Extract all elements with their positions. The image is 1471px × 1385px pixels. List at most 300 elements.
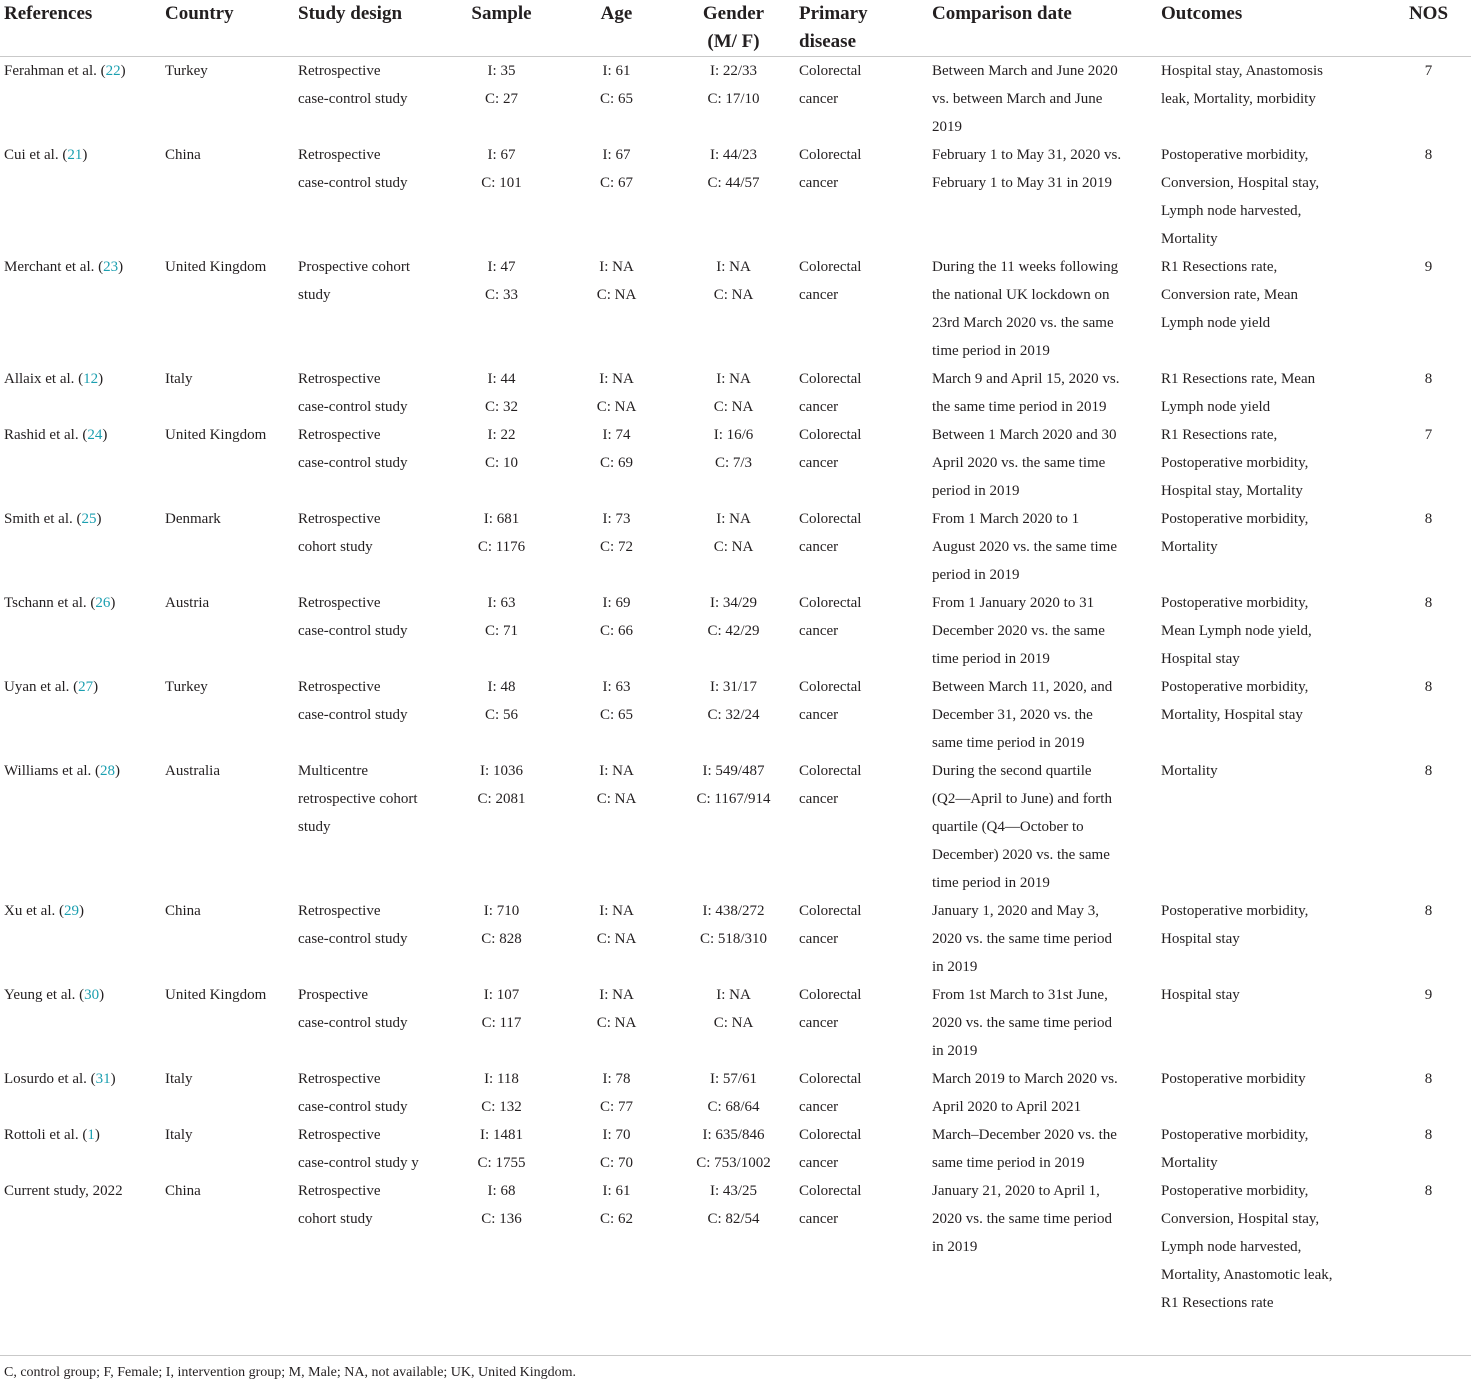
cell-primary-disease-line: Colorectal <box>799 1071 862 1087</box>
cell-outcomes-line: Postoperative morbidity, <box>1161 1127 1309 1143</box>
reference-author: Losurdo et al. ( <box>4 1071 96 1087</box>
cell-study-design-line: case-control study <box>298 455 408 471</box>
cell-sample-line: C: 828 <box>481 931 522 947</box>
cell-age-line: I: NA <box>599 259 634 275</box>
cell-comparison-date-line: same time period in 2019 <box>932 1155 1085 1171</box>
cell-age-line: I: NA <box>599 987 634 1003</box>
cell-outcomes-line: Mortality <box>1161 763 1218 779</box>
table-row <box>0 981 1471 1065</box>
cell-sample-line: I: 710 <box>483 903 520 919</box>
cell-study-design <box>298 421 438 505</box>
cell-nos <box>1386 253 1471 365</box>
cell-country-value: Italy <box>165 371 193 387</box>
reference-paren: ) <box>110 595 116 611</box>
cell-reference <box>0 673 165 757</box>
cell-nos-value: 9 <box>1424 259 1433 275</box>
cell-outcomes <box>1161 57 1386 142</box>
cell-reference <box>0 1177 165 1317</box>
cell-primary-disease-line: Colorectal <box>799 679 862 695</box>
table-row <box>0 365 1471 421</box>
reference-author: Tschann et al. ( <box>4 595 96 611</box>
cell-sample-line: I: 118 <box>484 1071 519 1087</box>
cell-gender-line: C: 44/57 <box>707 175 760 191</box>
reference-paren: ) <box>93 679 99 695</box>
cell-country <box>165 897 298 981</box>
cell-nos-value: 7 <box>1424 63 1433 79</box>
cell-primary-disease <box>799 757 932 897</box>
cell-comparison-date-line: (Q2—April to June) and forth <box>932 791 1112 807</box>
cell-study-design-line: case-control study <box>298 175 408 191</box>
cell-sample-line: C: 33 <box>485 287 518 303</box>
cell-age-line: C: 69 <box>600 455 633 471</box>
cell-gender-line: C: 17/10 <box>707 91 760 107</box>
cell-comparison-date-line: time period in 2019 <box>932 343 1050 359</box>
reference-paren: ) <box>110 1071 116 1087</box>
cell-comparison-date-line: During the 11 weeks following <box>932 259 1119 275</box>
footer-divider <box>0 1355 1471 1356</box>
cell-study-design-line: Retrospective <box>298 679 381 695</box>
cell-sample-line: C: 2081 <box>477 791 526 807</box>
cell-primary-disease-line: cancer <box>799 91 839 107</box>
cell-primary-disease-line: Colorectal <box>799 763 862 779</box>
cell-outcomes-line: Hospital stay, Anastomosis <box>1161 63 1323 79</box>
cell-comparison-date-line: 23rd March 2020 vs. the same <box>932 315 1114 331</box>
reference-link[interactable]: 29 <box>63 903 79 919</box>
cell-comparison-date-line: in 2019 <box>932 1239 978 1255</box>
cell-study-design-line: Retrospective <box>298 427 381 443</box>
cell-outcomes-line: Postoperative morbidity, <box>1161 511 1309 527</box>
cell-sample <box>438 673 565 757</box>
reference-paren: ) <box>99 987 105 1003</box>
cell-age <box>565 141 668 253</box>
cell-comparison-date-line: February 1 to May 31, 2020 vs. <box>932 147 1122 163</box>
cell-comparison-date-line: March–December 2020 vs. the <box>932 1127 1117 1143</box>
cell-country-value: Austria <box>165 595 210 611</box>
cell-age-line: C: 72 <box>600 539 633 555</box>
cell-study-design-line: case-control study y <box>298 1155 419 1171</box>
cell-country-value: Australia <box>165 763 220 779</box>
cell-sample <box>438 757 565 897</box>
header-age: Age <box>600 3 633 24</box>
cell-nos <box>1386 897 1471 981</box>
cell-study-design <box>298 505 438 589</box>
cell-study-design-line: Retrospective <box>298 595 381 611</box>
cell-sample-line: C: 117 <box>481 1015 522 1031</box>
reference-paren: ) <box>98 371 104 387</box>
reference-link[interactable]: 12 <box>83 371 99 387</box>
reference-link[interactable]: 22 <box>105 63 121 79</box>
cell-nos-value: 9 <box>1424 987 1433 1003</box>
table-row <box>0 757 1471 897</box>
cell-nos <box>1386 421 1471 505</box>
cell-comparison-date-line: Between March 11, 2020, and <box>932 679 1113 695</box>
cell-primary-disease-line: Colorectal <box>799 427 862 443</box>
cell-reference <box>0 57 165 142</box>
cell-study-design-line: cohort study <box>298 539 373 555</box>
cell-age <box>565 1121 668 1177</box>
cell-age-line: I: 78 <box>602 1071 631 1087</box>
cell-sample-line: C: 1755 <box>477 1155 526 1171</box>
cell-comparison-date-line: in 2019 <box>932 959 978 975</box>
cell-sample <box>438 1121 565 1177</box>
reference-link[interactable]: 25 <box>81 511 97 527</box>
cell-outcomes <box>1161 1177 1386 1317</box>
header-outcomes: Outcomes <box>1161 3 1243 24</box>
reference-author: Allaix et al. ( <box>4 371 84 387</box>
cell-study-design <box>298 757 438 897</box>
cell-sample-line: C: 32 <box>485 399 518 415</box>
cell-country <box>165 253 298 365</box>
cell-gender-line: C: 68/64 <box>707 1099 760 1115</box>
cell-reference <box>0 421 165 505</box>
cell-outcomes-line: Postoperative morbidity, <box>1161 455 1309 471</box>
cell-sample <box>438 1177 565 1317</box>
cell-nos <box>1386 589 1471 673</box>
cell-gender-line: C: 82/54 <box>707 1211 760 1227</box>
reference-author: Xu et al. ( <box>4 903 64 919</box>
reference-paren: ) <box>118 259 124 275</box>
cell-age-line: C: NA <box>596 931 637 947</box>
cell-outcomes-line: Mortality, Hospital stay <box>1161 707 1303 723</box>
cell-outcomes <box>1161 365 1386 421</box>
cell-age <box>565 981 668 1065</box>
cell-gender-line: I: 43/25 <box>709 1183 758 1199</box>
table-row <box>0 505 1471 589</box>
cell-sample <box>438 981 565 1065</box>
cell-age-line: C: 67 <box>600 175 633 191</box>
cell-sample-line: I: 681 <box>483 511 520 527</box>
cell-nos-value: 8 <box>1424 1127 1433 1143</box>
cell-nos <box>1386 505 1471 589</box>
cell-country <box>165 757 298 897</box>
cell-primary-disease-line: cancer <box>799 623 839 639</box>
cell-sample-line: I: 1481 <box>480 1127 523 1143</box>
reference-author: Uyan et al. ( <box>4 679 79 695</box>
cell-study-design-line: Retrospective <box>298 511 381 527</box>
cell-study-design <box>298 981 438 1065</box>
cell-gender-line: C: 1167/914 <box>696 791 771 807</box>
header-gender: Gender (M/ F) <box>702 3 765 52</box>
cell-nos-value: 8 <box>1424 511 1433 527</box>
cell-primary-disease-line: cancer <box>799 1015 839 1031</box>
cell-primary-disease-line: Colorectal <box>799 259 862 275</box>
cell-study-design-line: Prospective cohort <box>298 259 411 275</box>
cell-comparison-date-line: February 1 to May 31 in 2019 <box>932 175 1112 191</box>
cell-study-design <box>298 897 438 981</box>
cell-comparison-date <box>932 981 1161 1065</box>
cell-study-design-line: Retrospective <box>298 903 381 919</box>
cell-reference <box>0 1065 165 1121</box>
cell-primary-disease-line: Colorectal <box>799 987 862 1003</box>
cell-primary-disease <box>799 981 932 1065</box>
table-row <box>0 253 1471 365</box>
cell-outcomes-line: Hospital stay <box>1161 987 1240 1003</box>
cell-primary-disease <box>799 253 932 365</box>
cell-sample <box>438 1065 565 1121</box>
cell-age-line: C: NA <box>596 1015 637 1031</box>
cell-outcomes-line: Hospital stay <box>1161 931 1240 947</box>
cell-nos <box>1386 141 1471 253</box>
reference-author: Williams et al. ( <box>4 763 101 779</box>
cell-primary-disease <box>799 505 932 589</box>
cell-gender <box>668 897 799 981</box>
cell-country-value: Turkey <box>165 679 208 695</box>
cell-primary-disease <box>799 421 932 505</box>
cell-age-line: C: 70 <box>600 1155 633 1171</box>
reference-author: Merchant et al. ( <box>4 259 104 275</box>
cell-primary-disease-line: Colorectal <box>799 595 862 611</box>
cell-comparison-date <box>932 1177 1161 1317</box>
cell-country <box>165 673 298 757</box>
cell-age-line: I: NA <box>599 903 634 919</box>
reference-link[interactable]: 26 <box>95 595 111 611</box>
cell-country-value: Denmark <box>165 511 221 527</box>
cell-study-design <box>298 57 438 142</box>
cell-primary-disease-line: cancer <box>799 707 839 723</box>
reference-link[interactable]: 24 <box>87 427 103 443</box>
cell-gender <box>668 365 799 421</box>
cell-country <box>165 365 298 421</box>
cell-gender-line: C: NA <box>713 399 754 415</box>
cell-nos-value: 8 <box>1424 1183 1433 1199</box>
cell-primary-disease <box>799 141 932 253</box>
cell-nos <box>1386 1121 1471 1177</box>
cell-primary-disease <box>799 897 932 981</box>
cell-primary-disease-line: cancer <box>799 539 839 555</box>
reference-link[interactable]: 1 <box>87 1127 95 1143</box>
cell-age-line: C: NA <box>596 287 637 303</box>
cell-outcomes-line: Postoperative morbidity, <box>1161 147 1309 163</box>
cell-country <box>165 981 298 1065</box>
reference-link[interactable]: 30 <box>84 987 100 1003</box>
cell-sample-line: I: 44 <box>487 371 516 387</box>
cell-sample-line: C: 132 <box>481 1099 522 1115</box>
cell-comparison-date-line: same time period in 2019 <box>932 735 1085 751</box>
reference-paren: ) <box>94 1127 100 1143</box>
cell-study-design-line: Multicentre <box>298 763 368 779</box>
cell-comparison-date-line: From 1 January 2020 to 31 <box>932 595 1095 611</box>
cell-comparison-date <box>932 505 1161 589</box>
cell-comparison-date-line: the same time period in 2019 <box>932 399 1107 415</box>
cell-comparison-date-line: During the second quartile <box>932 763 1092 779</box>
cell-primary-disease <box>799 365 932 421</box>
cell-country <box>165 1177 298 1317</box>
cell-study-design-line: case-control study <box>298 399 408 415</box>
cell-study-design-line: case-control study <box>298 623 408 639</box>
cell-nos <box>1386 1065 1471 1121</box>
cell-study-design-line: study <box>298 819 331 835</box>
cell-sample-line: I: 22 <box>487 427 516 443</box>
cell-outcomes <box>1161 1121 1386 1177</box>
cell-study-design-line: retrospective cohort <box>298 791 418 807</box>
cell-comparison-date-line: time period in 2019 <box>932 875 1050 891</box>
cell-study-design-line: case-control study <box>298 91 408 107</box>
cell-country-value: Italy <box>165 1127 193 1143</box>
cell-primary-disease-line: cancer <box>799 175 839 191</box>
cell-gender-line: C: NA <box>713 539 754 555</box>
cell-age-line: I: 63 <box>602 679 631 695</box>
cell-sample-line: I: 63 <box>487 595 516 611</box>
reference-paren: ) <box>115 763 121 779</box>
cell-age-line: C: 66 <box>600 623 633 639</box>
cell-comparison-date-line: December) 2020 vs. the same <box>932 847 1110 863</box>
cell-reference <box>0 141 165 253</box>
cell-country <box>165 589 298 673</box>
cell-comparison-date-line: time period in 2019 <box>932 651 1050 667</box>
cell-primary-disease <box>799 57 932 142</box>
reference-author: Smith et al. ( <box>4 511 82 527</box>
cell-gender-line: C: 753/1002 <box>696 1155 771 1171</box>
cell-age-line: I: 61 <box>602 63 631 79</box>
cell-age-line: I: 67 <box>602 147 631 163</box>
reference-paren: ) <box>102 427 108 443</box>
cell-country <box>165 141 298 253</box>
table-row <box>0 897 1471 981</box>
cell-sample-line: I: 47 <box>487 259 516 275</box>
cell-outcomes-line: Postoperative morbidity <box>1161 1071 1306 1087</box>
cell-sample-line: I: 35 <box>487 63 516 79</box>
cell-gender <box>668 1065 799 1121</box>
cell-comparison-date-line: March 9 and April 15, 2020 vs. <box>932 371 1120 387</box>
cell-nos <box>1386 757 1471 897</box>
cell-sample-line: I: 68 <box>487 1183 516 1199</box>
cell-gender-line: I: NA <box>716 511 751 527</box>
reference-link[interactable]: 23 <box>103 259 119 275</box>
cell-study-design <box>298 253 438 365</box>
table-body <box>0 57 1471 1318</box>
cell-comparison-date-line: January 1, 2020 and May 3, <box>932 903 1100 919</box>
cell-country-value: United Kingdom <box>165 259 267 275</box>
cell-primary-disease-line: Colorectal <box>799 63 862 79</box>
cell-primary-disease-line: Colorectal <box>799 371 862 387</box>
cell-sample <box>438 505 565 589</box>
cell-country <box>165 505 298 589</box>
cell-country <box>165 1065 298 1121</box>
reference-link[interactable]: 28 <box>100 763 116 779</box>
reference-author: Ferahman et al. ( <box>4 63 106 79</box>
cell-comparison-date-line: 2020 vs. the same time period <box>932 931 1112 947</box>
cell-nos-value: 7 <box>1424 427 1433 443</box>
cell-study-design-line: Retrospective <box>298 63 381 79</box>
cell-comparison-date-line: From 1st March to 31st June, <box>932 987 1108 1003</box>
cell-study-design-line: case-control study <box>298 1015 408 1031</box>
cell-study-design-line: study <box>298 287 331 303</box>
cell-comparison-date-line: Between 1 March 2020 and 30 <box>932 427 1117 443</box>
cell-outcomes-line: Mean Lymph node yield, <box>1161 623 1312 639</box>
cell-gender-line: I: 635/846 <box>702 1127 765 1143</box>
reference-link[interactable]: 27 <box>78 679 94 695</box>
cell-age-line: I: 74 <box>602 427 631 443</box>
cell-reference <box>0 589 165 673</box>
cell-gender <box>668 57 799 142</box>
cell-sample-line: I: 1036 <box>480 763 523 779</box>
cell-gender-line: C: 42/29 <box>707 623 760 639</box>
cell-gender-line: C: NA <box>713 1015 754 1031</box>
reference-paren: ) <box>96 511 102 527</box>
cell-study-design-line: Retrospective <box>298 147 381 163</box>
cell-outcomes-line: Hospital stay, Mortality <box>1161 483 1303 499</box>
header-country: Country <box>165 3 234 24</box>
cell-country-value: Italy <box>165 1071 193 1087</box>
cell-age-line: C: 65 <box>600 707 633 723</box>
cell-reference <box>0 757 165 897</box>
reference-link[interactable]: 31 <box>95 1071 111 1087</box>
cell-outcomes <box>1161 589 1386 673</box>
cell-age <box>565 421 668 505</box>
table-row <box>0 1121 1471 1177</box>
cell-comparison-date-line: period in 2019 <box>932 567 1020 583</box>
cell-comparison-date-line: 2020 vs. the same time period <box>932 1015 1112 1031</box>
cell-comparison-date-line: April 2020 vs. the same time <box>932 455 1106 471</box>
cell-gender <box>668 589 799 673</box>
cell-gender-line: I: 16/6 <box>713 427 754 443</box>
cell-study-design-line: Retrospective <box>298 371 381 387</box>
cell-outcomes <box>1161 1065 1386 1121</box>
cell-primary-disease-line: Colorectal <box>799 903 862 919</box>
cell-study-design <box>298 673 438 757</box>
cell-country-value: China <box>165 147 201 163</box>
cell-comparison-date <box>932 757 1161 897</box>
cell-gender-line: I: 34/29 <box>709 595 758 611</box>
cell-age-line: I: 73 <box>602 511 631 527</box>
cell-gender-line: I: 57/61 <box>709 1071 758 1087</box>
cell-age-line: C: 77 <box>600 1099 633 1115</box>
cell-age <box>565 1065 668 1121</box>
cell-study-design <box>298 1177 438 1317</box>
cell-outcomes <box>1161 141 1386 253</box>
cell-country-value: United Kingdom <box>165 427 267 443</box>
cell-age-line: I: 61 <box>602 1183 631 1199</box>
cell-comparison-date-line: December 31, 2020 vs. the <box>932 707 1093 723</box>
cell-comparison-date-line: period in 2019 <box>932 483 1020 499</box>
cell-study-design-line: case-control study <box>298 931 408 947</box>
cell-primary-disease-line: cancer <box>799 1155 839 1171</box>
cell-age-line: C: NA <box>596 399 637 415</box>
cell-primary-disease-line: Colorectal <box>799 1127 862 1143</box>
cell-outcomes <box>1161 981 1386 1065</box>
cell-study-design-line: Retrospective <box>298 1127 381 1143</box>
cell-gender <box>668 757 799 897</box>
cell-outcomes-line: Mortality <box>1161 231 1218 247</box>
cell-gender-line: C: 7/3 <box>714 455 753 471</box>
cell-age <box>565 673 668 757</box>
cell-outcomes-line: Lymph node yield <box>1161 399 1271 415</box>
cell-outcomes-line: Hospital stay <box>1161 651 1240 667</box>
cell-outcomes-line: Postoperative morbidity, <box>1161 903 1309 919</box>
cell-sample <box>438 897 565 981</box>
cell-study-design <box>298 1121 438 1177</box>
cell-comparison-date-line: in 2019 <box>932 1043 978 1059</box>
reference-paren: ) <box>120 63 126 79</box>
cell-reference <box>0 253 165 365</box>
cell-age-line: I: 69 <box>602 595 631 611</box>
cell-comparison-date <box>932 1121 1161 1177</box>
cell-study-design-line: Retrospective <box>298 1071 381 1087</box>
cell-sample-line: C: 136 <box>481 1211 522 1227</box>
cell-primary-disease <box>799 673 932 757</box>
cell-reference <box>0 897 165 981</box>
cell-comparison-date <box>932 897 1161 981</box>
cell-sample <box>438 253 565 365</box>
cell-gender-line: I: 438/272 <box>702 903 765 919</box>
reference-link[interactable]: 21 <box>67 147 83 163</box>
cell-primary-disease <box>799 1177 932 1317</box>
table-row <box>0 589 1471 673</box>
cell-outcomes <box>1161 757 1386 897</box>
cell-nos-value: 8 <box>1424 147 1433 163</box>
cell-comparison-date <box>932 1065 1161 1121</box>
cell-study-design <box>298 1065 438 1121</box>
